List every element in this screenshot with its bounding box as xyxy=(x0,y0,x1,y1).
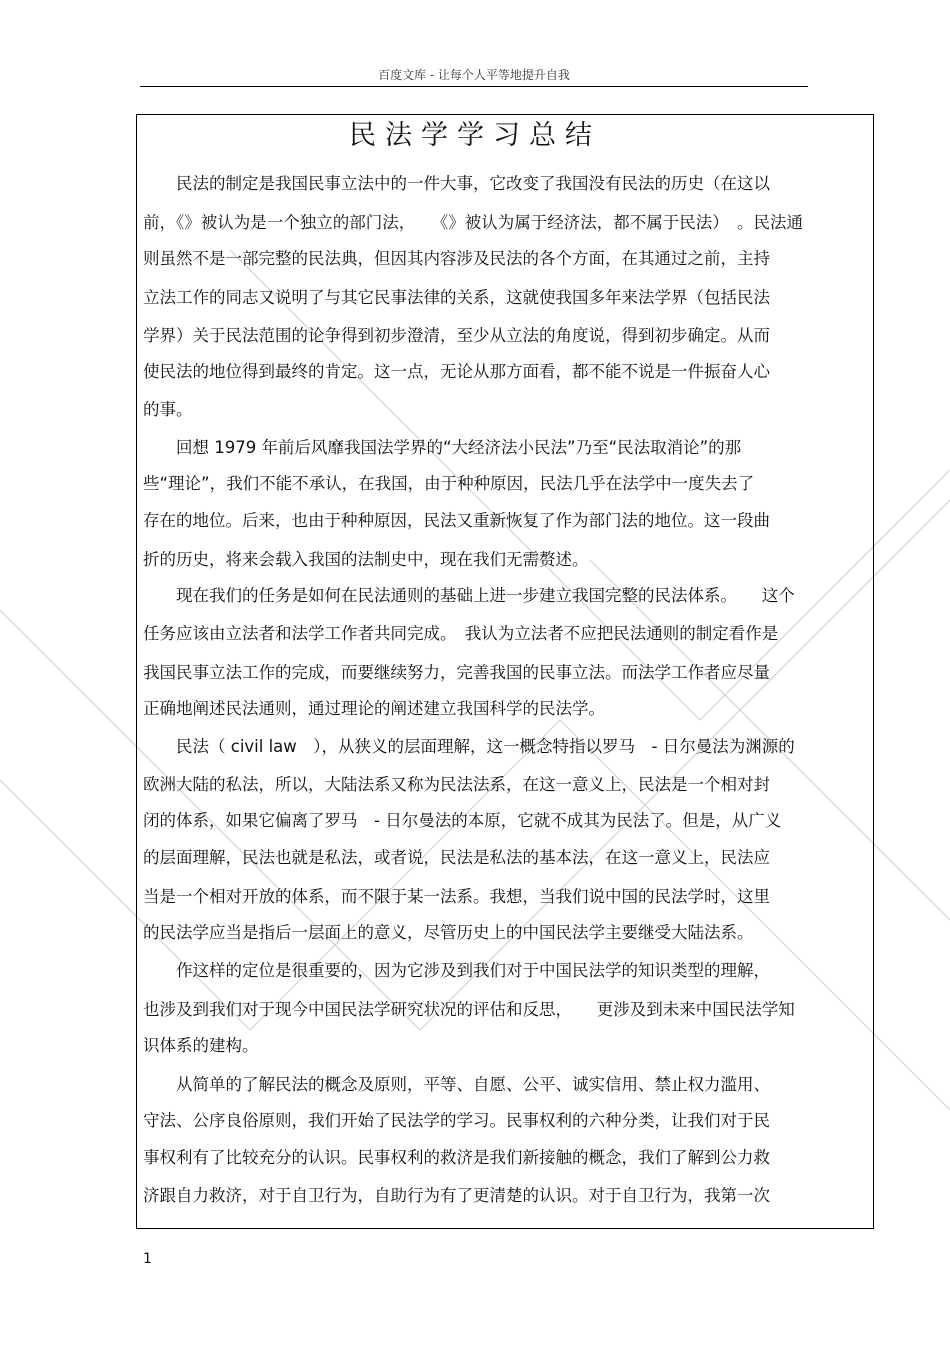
body-text-line: 闭的体系，如果它偏离了罗马 - 日尔曼法的本原，它就不成其为民法了。但是，从广义 xyxy=(143,811,782,830)
body-text-line: 欧洲大陆的私法，所以，大陆法系又称为民法法系，在这一意义上，民法是一个相对封 xyxy=(143,775,770,794)
page-number: 1 xyxy=(143,1251,152,1267)
body-text-line: 识体系的建构。 xyxy=(143,1036,259,1055)
body-text-line: 民法（ civil law ），从狭义的层面理解，这一概念特指以罗马 - 日尔曼法为渊源的 xyxy=(143,737,795,756)
body-text-line: 些“理论”，我们不能不承认，在我国，由于种种原因，民法几乎在法学中一度失去了 xyxy=(143,474,755,493)
body-text-line: 事权利有了比较充分的认识。民事权利的救济是我们新接触的概念，我们了解到公力救 xyxy=(143,1148,770,1167)
body-text-line: 我国民事立法工作的完成，而要继续努力，完善我国的民事立法。而法学工作者应尽量 xyxy=(143,663,770,682)
header-rule xyxy=(140,86,808,87)
body-text-line: 守法、公序良俗原则，我们开始了民法学的学习。民事权利的六种分类，让我们对于民 xyxy=(143,1111,770,1130)
body-text-line: 正确地阐述民法通则，通过理论的阐述建立我国科学的民法学。 xyxy=(143,699,605,718)
body-text-line: 前，《》被认为是一个独立的部门法， 《》被认为属于经济法，都不属于民法） 。民法通 xyxy=(143,213,803,232)
body-text-line: 立法工作的同志又说明了与其它民事法律的关系，这就使我国多年来法学界（包括民法 xyxy=(143,288,770,307)
body-text-line: 济跟自力救济，对于自卫行为，自助行为有了更清楚的认识。对于自卫行为，我第一次 xyxy=(143,1186,770,1205)
document-title: 民法学学习总结 xyxy=(349,120,601,151)
body-text-line: 存在的地位。后来，也由于种种原因，民法又重新恢复了作为部门法的地位。这一段曲 xyxy=(143,511,770,530)
body-text-line: 使民法的地位得到最终的肯定。这一点，无论从那方面看，都不能不说是一件振奋人心 xyxy=(143,362,770,381)
body-text-line: 也涉及到我们对于现今中国民法学研究状况的评估和反思， 更涉及到未来中国民法学知 xyxy=(143,1000,795,1019)
body-text-line: 从简单的了解民法的概念及原则，平等、自愿、公平、诚实信用、禁止权力滥用、 xyxy=(143,1075,770,1094)
body-text-line: 则虽然不是一部完整的民法典，但因其内容涉及民法的各个方面，在其通过之前，主持 xyxy=(143,249,770,268)
page-header: 百度文库 - 让每个人平等地提升自我 xyxy=(378,68,570,82)
body-text-line: 现在我们的任务是如何在民法通则的基础上进一步建立我国完整的民法体系。 这个 xyxy=(143,586,795,605)
body-text-line: 折的历史，将来会载入我国的法制史中，现在我们无需赘述。 xyxy=(143,550,589,569)
body-text-line: 当是一个相对开放的体系，而不限于某一法系。我想，当我们说中国的民法学时，这里 xyxy=(143,887,770,906)
body-text-line: 回想 1979 年前后风靡我国法学界的“大经济法小民法”乃至“民法取消论”的那 xyxy=(143,438,742,457)
body-text-line: 学界）关于民法范围的论争得到初步澄清，至少从立法的角度说，得到初步确定。从而 xyxy=(143,326,770,345)
body-text-line: 民法的制定是我国民事立法中的一件大事，它改变了我国没有民法的历史（在这以 xyxy=(143,174,770,193)
body-text-line: 作这样的定位是很重要的，因为它涉及到我们对于中国民法学的知识类型的理解， xyxy=(143,961,770,980)
body-text-line: 的层面理解，民法也就是私法，或者说，民法是私法的基本法，在这一意义上，民法应 xyxy=(143,848,770,867)
body-text-line: 的民法学应当是指后一层面上的意义，尽管历史上的中国民法学主要继受大陆法系。 xyxy=(143,923,754,942)
body-text-line: 任务应该由立法者和法学工作者共同完成。 我认为立法者不应把民法通则的制定看作是 xyxy=(143,624,779,643)
body-text-line: 的事。 xyxy=(143,400,193,419)
